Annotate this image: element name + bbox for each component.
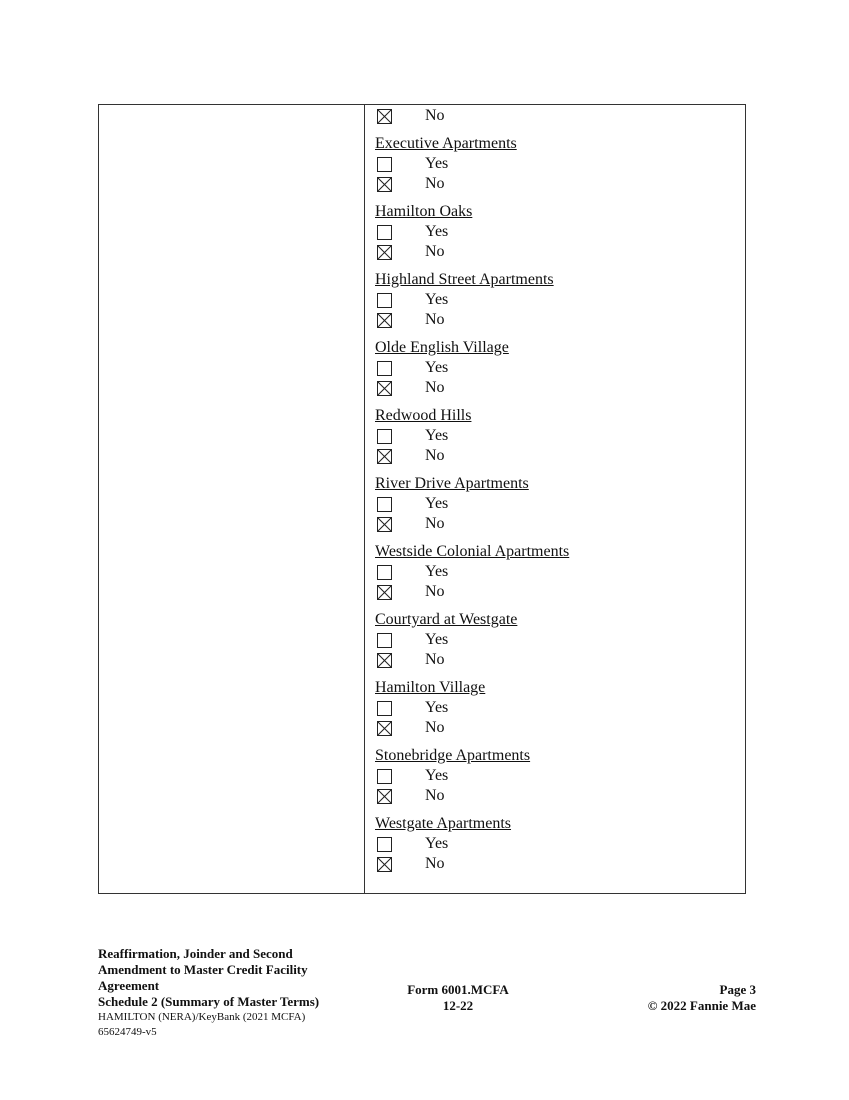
property-block (375, 542, 745, 602)
footer-right (648, 982, 756, 1014)
no-row (375, 242, 745, 262)
yes-checkbox[interactable] (377, 293, 392, 308)
yes-label: Yes (425, 631, 449, 648)
footer-schedule: Schedule 2 (Summary of Master Terms) (98, 994, 320, 1009)
copyright: © 2022 Fannie Mae (647, 998, 756, 1013)
property-name: River Drive Apartments (375, 475, 529, 492)
yes-checkbox[interactable] (377, 633, 392, 648)
no-checkbox[interactable] (377, 653, 392, 668)
no-checkbox[interactable] (377, 789, 392, 804)
no-row (375, 446, 745, 466)
property-block (375, 406, 745, 466)
yes-checkbox[interactable] (377, 225, 392, 240)
property-name: Highland Street Apartments (375, 271, 554, 288)
property-name: Hamilton Village (375, 679, 486, 696)
checked-x-icon (378, 110, 391, 123)
no-row (375, 582, 745, 602)
yes-label: Yes (425, 699, 449, 716)
yes-row (375, 562, 745, 582)
yes-row (375, 154, 745, 174)
yes-row (375, 494, 745, 514)
footer-left (98, 946, 358, 1040)
checked-x-icon (378, 314, 391, 327)
no-label: No (425, 787, 445, 804)
yes-label: Yes (425, 835, 449, 852)
checked-x-icon (378, 586, 391, 599)
no-label: No (425, 243, 445, 260)
no-label: No (425, 583, 445, 600)
form-date: 12-22 (442, 998, 474, 1013)
property-block (375, 202, 745, 262)
checked-x-icon (378, 858, 391, 871)
yes-label: Yes (425, 563, 449, 580)
yes-label: Yes (425, 155, 449, 172)
yes-checkbox[interactable] (377, 701, 392, 716)
checked-x-icon (378, 722, 391, 735)
no-row (375, 310, 745, 330)
left-cell (99, 105, 365, 893)
no-checkbox[interactable] (377, 177, 392, 192)
property-name: Westgate Apartments (375, 815, 512, 832)
no-row (375, 174, 745, 194)
no-checkbox[interactable] (377, 449, 392, 464)
yes-row (375, 358, 745, 378)
page-number: Page 3 (719, 982, 756, 997)
property-block (375, 270, 745, 330)
yes-checkbox[interactable] (377, 769, 392, 784)
property-block (375, 134, 745, 194)
yes-row (375, 290, 745, 310)
no-checkbox[interactable] (377, 381, 392, 396)
yes-row (375, 766, 745, 786)
yes-checkbox[interactable] (377, 361, 392, 376)
yes-label: Yes (425, 767, 449, 784)
no-row (375, 854, 745, 874)
yes-row (375, 426, 745, 446)
yes-row (375, 630, 745, 650)
yes-checkbox[interactable] (377, 837, 392, 852)
yes-checkbox[interactable] (377, 157, 392, 172)
checked-x-icon (378, 790, 391, 803)
checked-x-icon (378, 246, 391, 259)
yes-label: Yes (425, 427, 449, 444)
no-label: No (425, 651, 445, 668)
property-block (375, 474, 745, 534)
right-cell (365, 105, 745, 893)
yes-checkbox[interactable] (377, 565, 392, 580)
property-block (375, 746, 745, 806)
property-list (375, 134, 745, 874)
no-label: No (425, 311, 445, 328)
checked-x-icon (378, 654, 391, 667)
no-label: No (425, 447, 445, 464)
yes-label: Yes (425, 223, 449, 240)
yes-row (375, 698, 745, 718)
no-checkbox[interactable] (377, 245, 392, 260)
no-checkbox[interactable] (377, 517, 392, 532)
checked-x-icon (378, 450, 391, 463)
no-label: No (425, 515, 445, 532)
property-name: Executive Apartments (375, 135, 517, 152)
terms-table (98, 104, 746, 894)
property-name: Westside Colonial Apartments (375, 543, 570, 560)
no-label: No (425, 175, 445, 192)
property-name: Hamilton Oaks (375, 203, 473, 220)
first-no-checkbox[interactable] (377, 109, 392, 124)
yes-checkbox[interactable] (377, 497, 392, 512)
property-block (375, 610, 745, 670)
no-checkbox[interactable] (377, 313, 392, 328)
footer-doc-id: 65624749-v5 (98, 1026, 157, 1038)
yes-label: Yes (425, 495, 449, 512)
yes-label: Yes (425, 291, 449, 308)
no-row (375, 378, 745, 398)
property-name: Courtyard at Westgate (375, 611, 518, 628)
first-no-row (375, 106, 745, 126)
property-name: Redwood Hills (375, 407, 472, 424)
footer-title-line1: Reaffirmation, Joinder and Second (98, 946, 293, 961)
no-row (375, 650, 745, 670)
footer-title-line2: Amendment to Master Credit Facility (98, 962, 308, 977)
no-label: No (425, 855, 445, 872)
property-block (375, 338, 745, 398)
first-no-label: No (425, 107, 445, 124)
yes-row (375, 222, 745, 242)
checked-x-icon (378, 518, 391, 531)
no-checkbox[interactable] (377, 721, 392, 736)
checked-x-icon (378, 382, 391, 395)
property-name: Olde English Village (375, 339, 509, 356)
property-name: Stonebridge Apartments (375, 747, 531, 764)
no-row (375, 718, 745, 738)
footer-title-line3: Agreement (98, 978, 160, 993)
footer-form (403, 982, 513, 1014)
no-checkbox[interactable] (377, 857, 392, 872)
checked-x-icon (378, 178, 391, 191)
no-row (375, 514, 745, 534)
no-label: No (425, 719, 445, 736)
form-number: Form 6001.MCFA (407, 982, 509, 997)
yes-row (375, 834, 745, 854)
no-row (375, 786, 745, 806)
footer-deal-name: HAMILTON (NERA)/KeyBank (2021 MCFA) (98, 1011, 306, 1023)
no-checkbox[interactable] (377, 585, 392, 600)
no-label: No (425, 379, 445, 396)
property-block (375, 814, 745, 874)
yes-label: Yes (425, 359, 449, 376)
yes-checkbox[interactable] (377, 429, 392, 444)
property-block (375, 678, 745, 738)
